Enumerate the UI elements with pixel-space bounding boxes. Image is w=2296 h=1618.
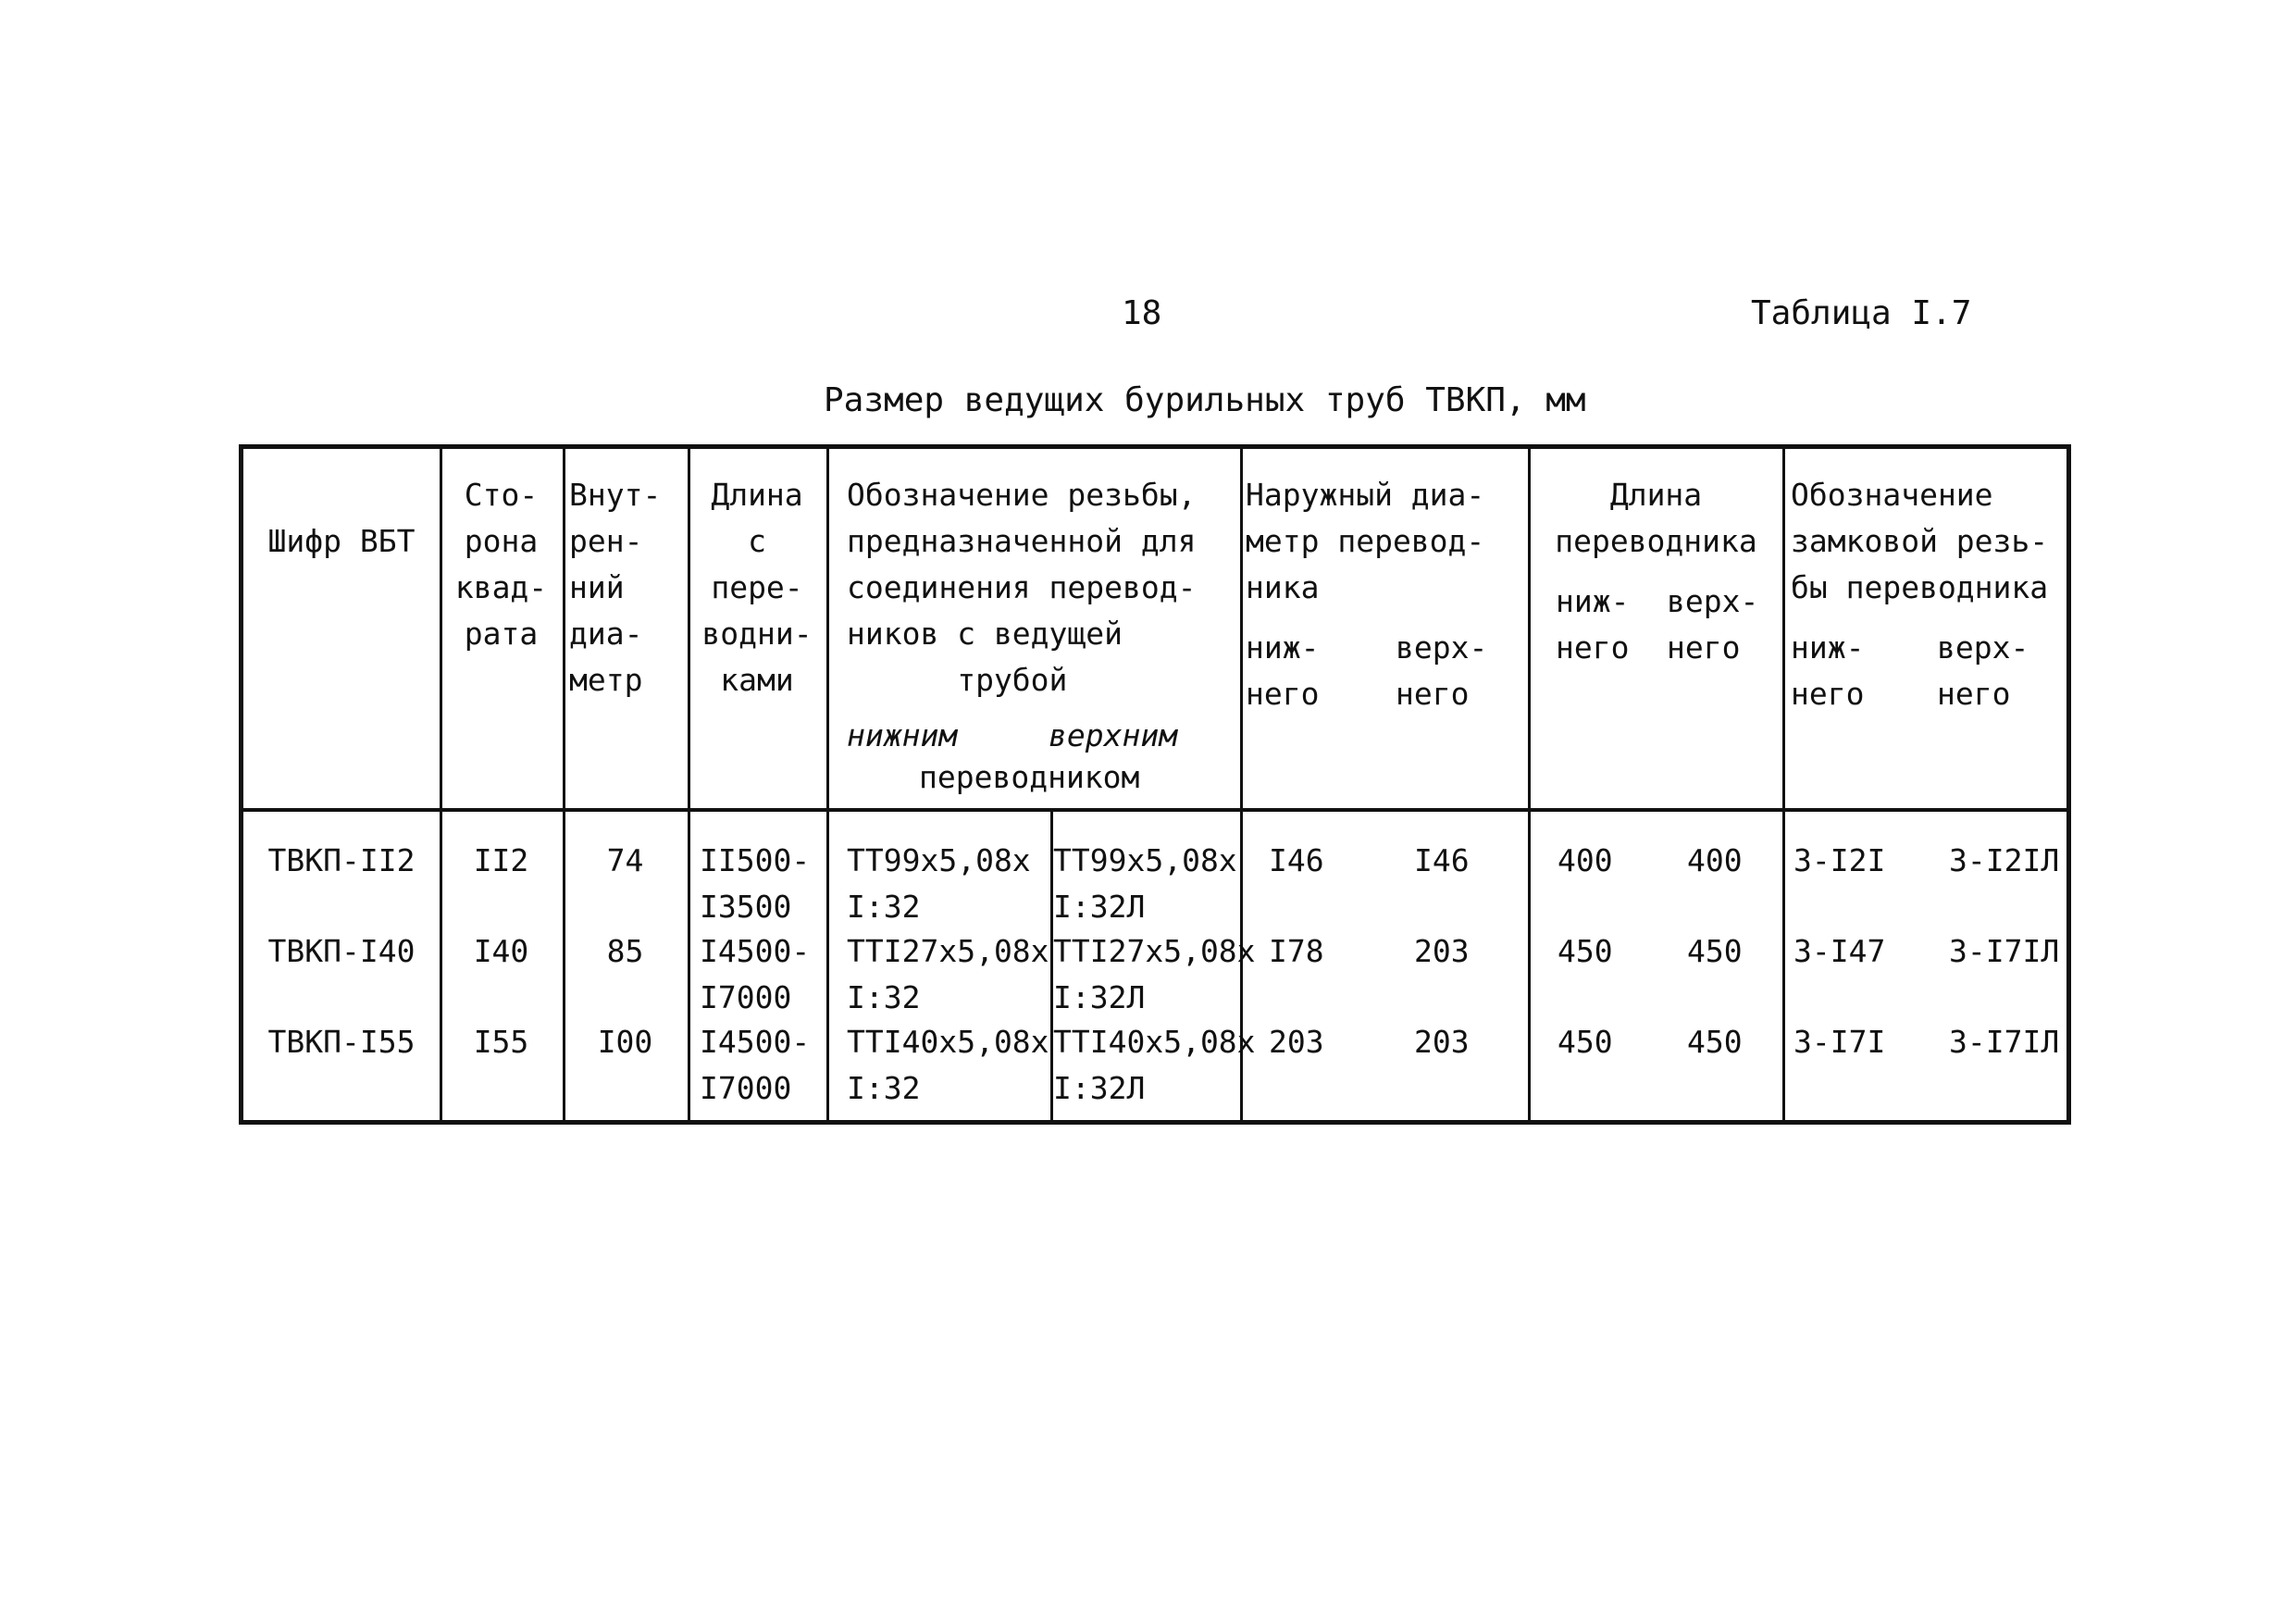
header-thread-sub: переводником [919,759,1140,795]
header-lock-lower: ниж- него [1791,629,1865,712]
row-3-lock-upper: З-I7IЛ [1949,1024,2060,1060]
column-divider [826,449,829,1125]
header-len-lower: ниж- него [1556,583,1630,666]
row-1-thread-upper: ТТ99х5,08х I:32Л [1053,842,1237,925]
row-2-od-upper: 203 [1414,933,1470,969]
table-label: Таблица I.7 [1751,294,1972,332]
header-len-upper: верх- него [1667,583,1759,666]
row-1-len-lower: 400 [1558,842,1613,878]
column-divider [1782,449,1785,1125]
header-lock-upper: верх- него [1937,629,2029,712]
row-1-length: II500- I3500 [700,842,811,925]
header-square-side: Сто- рона квад- рата [454,477,548,652]
header-outer-diameter: Наружный диа- метр перевод- ника [1246,477,1485,605]
row-1-lock-lower: З-I2I [1793,842,1886,878]
row-3-od-lower: 203 [1269,1024,1324,1060]
row-2-thread-upper: ТТI27х5,08х I:32Л [1053,933,1256,1015]
row-3-len-upper: 450 [1687,1024,1743,1060]
row-2-lock-lower: З-I47 [1793,933,1886,969]
row-3-len-lower: 450 [1558,1024,1613,1060]
header-length-with-subs: Длина с пере- водни- ками [701,477,813,698]
row-1-od-lower: I46 [1269,842,1324,878]
row-3-inner: I00 [597,1024,653,1060]
row-3-length: I4500- I7000 [700,1024,811,1106]
row-3-lock-lower: З-I7I [1793,1024,1886,1060]
header-thread-upper: верхним [1049,717,1178,753]
row-2-len-lower: 450 [1558,933,1613,969]
header-sub-length: Длина переводника [1555,477,1757,559]
row-2-cipher: ТВКП-I40 [267,933,416,969]
header-thread-designation: Обозначение резьбы, предназначенной для соединения перевод- ников с ведущей трубой [847,477,1197,698]
row-2-od-lower: I78 [1269,933,1324,969]
row-1-thread-lower: ТТ99х5,08х I:32 [847,842,1031,925]
header-thread-lower: нижним [847,717,958,753]
header-inner-diameter: Внут- рен- ний диа- метр [569,477,662,698]
row-2-len-upper: 450 [1687,933,1743,969]
page-number: 18 [1122,294,1162,332]
row-1-lock-upper: З-I2IЛ [1949,842,2060,878]
header-lock-thread: Обозначение замковой резь- бы переводника [1791,477,2049,605]
pipe-size-table [239,444,2071,1125]
row-3-cipher: ТВКП-I55 [267,1024,416,1060]
row-2-thread-lower: ТТI27х5,08х I:32 [847,933,1049,1015]
row-3-thread-lower: ТТI40х5,08х I:32 [847,1024,1049,1106]
row-1-side: II2 [473,842,529,878]
row-3-od-upper: 203 [1414,1024,1470,1060]
row-1-len-upper: 400 [1687,842,1743,878]
row-1-od-upper: I46 [1414,842,1470,878]
row-2-lock-upper: З-I7IЛ [1949,933,2060,969]
row-2-length: I4500- I7000 [700,933,811,1015]
row-1-inner: 74 [606,842,644,878]
header-od-lower: ниж- него [1246,629,1320,712]
row-2-inner: 85 [606,933,644,969]
header-separator [243,808,2068,812]
row-1-cipher: ТВКП-II2 [267,842,416,878]
row-3-side: I55 [473,1024,529,1060]
header-od-upper: верх- него [1396,629,1488,712]
header-cipher: Шифр ВБТ [267,523,416,559]
table-title: Размер ведущих бурильных труб ТВКП, мм [824,381,1586,419]
row-2-side: I40 [473,933,529,969]
row-3-thread-upper: ТТI40х5,08х I:32Л [1053,1024,1256,1106]
